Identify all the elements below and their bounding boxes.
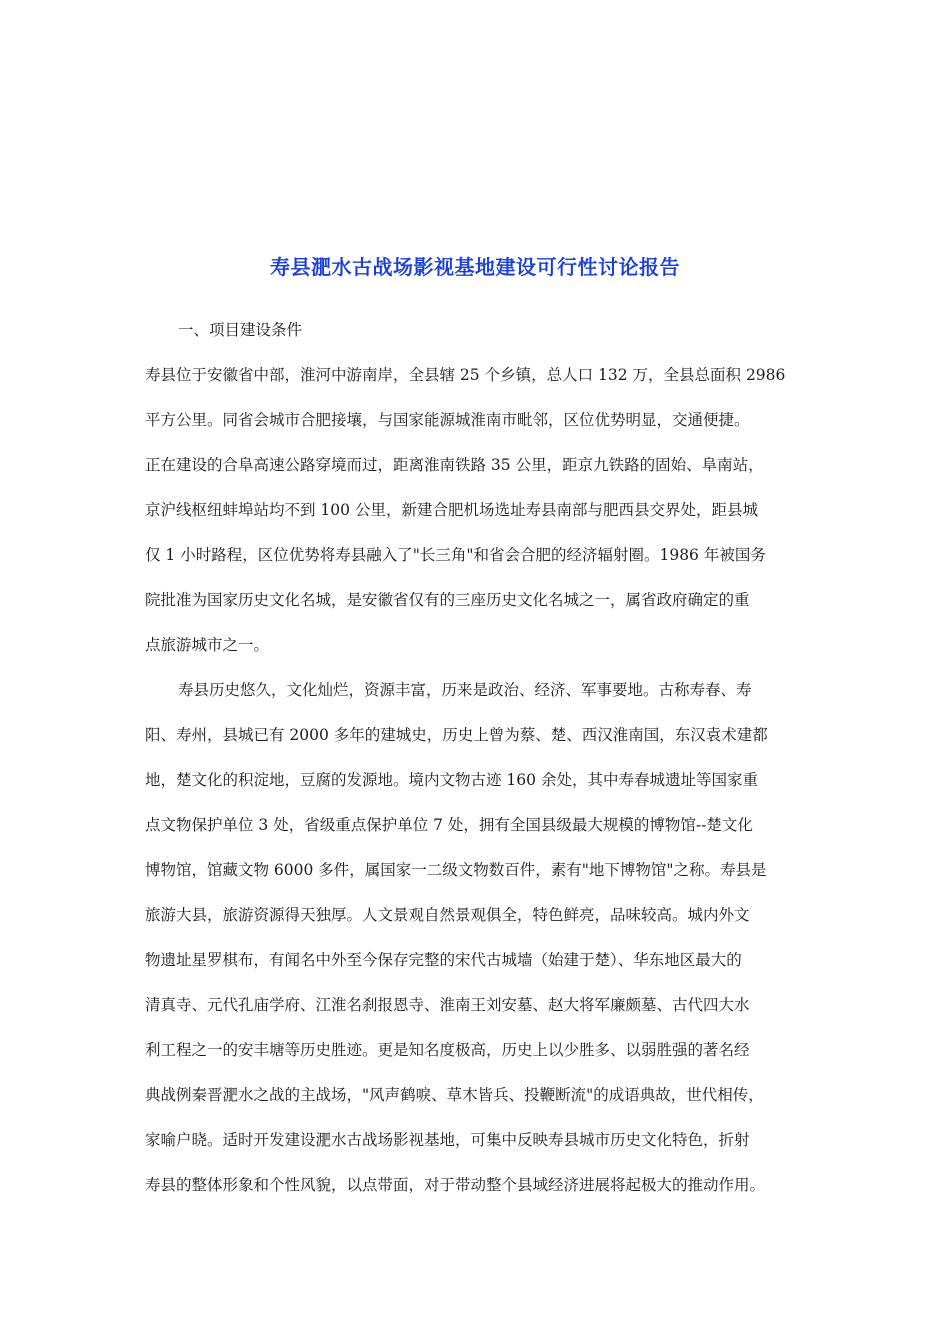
paragraph-line: 正在建设的合阜高速公路穿境而过，距离淮南铁路 35 公里，距京九铁路的固始、阜南站， bbox=[145, 456, 764, 474]
paragraph-line: 平方公里。同省会城市合肥接壤，与国家能源城淮南市毗邻，区位优势明显，交通便捷。 bbox=[145, 411, 750, 429]
paragraph-line: 仅 1 小时路程，区位优势将寿县融入了"长三角"和省会合肥的经济辐射圈。1986 年被国务 bbox=[145, 546, 766, 564]
paragraph-line: 阳、寿州，县城已有 2000 多年的建城史，历史上曾为蔡、楚、西汉淮南国，东汉袁术建都 bbox=[145, 726, 768, 744]
paragraph-line: 旅游大县，旅游资源得天独厚。人文景观自然景观俱全，特色鲜亮，品味较高。城内外文 bbox=[145, 906, 750, 924]
section-heading: 一、项目建设条件 bbox=[178, 321, 303, 339]
paragraph-line: 点旅游城市之一。 bbox=[145, 636, 270, 654]
paragraph-history bbox=[145, 668, 807, 1208]
paragraph-line: 利工程之一的安丰塘等历史胜迹。更是知名度极高，历史上以少胜多、以弱胜强的著名经 bbox=[145, 1041, 750, 1059]
paragraph-line: 寿县位于安徽省中部，淮河中游南岸，全县辖 25 个乡镇，总人口 132 万，全县总面积 2986 bbox=[145, 366, 786, 384]
paragraph-location bbox=[145, 353, 807, 668]
paragraph-line: 清真寺、元代孔庙学府、江淮名刹报恩寺、淮南王刘安墓、赵大将军廉颇墓、古代四大水 bbox=[145, 996, 750, 1014]
paragraph-line: 京沪线枢纽蚌埠站均不到 100 公里，新建合肥机场选址寿县南部与肥西县交界处，距县城 bbox=[145, 501, 758, 519]
document-title: 寿县淝水古战场影视基地建设可行性讨论报告 bbox=[270, 255, 680, 279]
paragraph-line: 典战例秦晋淝水之战的主战场，"风声鹤唳、草木皆兵、投鞭断流"的成语典故，世代相传， bbox=[145, 1086, 764, 1104]
paragraph-line: 地，楚文化的积淀地，豆腐的发源地。境内文物古迹 160 余处，其中寿春城遗址等国家重 bbox=[145, 771, 758, 789]
paragraph-line: 院批准为国家历史文化名城，是安徽省仅有的三座历史文化名城之一，属省政府确定的重 bbox=[145, 591, 750, 609]
paragraph-line: 寿县历史悠久，文化灿烂，资源丰富，历来是政治、经济、军事要地。古称寿春、寿 bbox=[178, 681, 752, 699]
paragraph-line: 寿县的整体形象和个性风貌，以点带面，对于带动整个县域经济进展将起极大的推动作用。 bbox=[145, 1176, 766, 1194]
paragraph-line: 家喻户晓。适时开发建设淝水古战场影视基地，可集中反映寿县城市历史文化特色，折射 bbox=[145, 1131, 750, 1149]
paragraph-line: 物遗址星罗棋布，有闻名中外至今保存完整的宋代古城墙（始建于楚）、华东地区最大的 bbox=[145, 951, 742, 969]
paragraph-line: 博物馆，馆藏文物 6000 多件，属国家一二级文物数百件，素有"地下博物馆"之称。寿县是 bbox=[145, 861, 767, 879]
paragraph-line: 点文物保护单位 3 处，省级重点保护单位 7 处，拥有全国县级最大规模的博物馆--楚文化 bbox=[145, 816, 753, 834]
